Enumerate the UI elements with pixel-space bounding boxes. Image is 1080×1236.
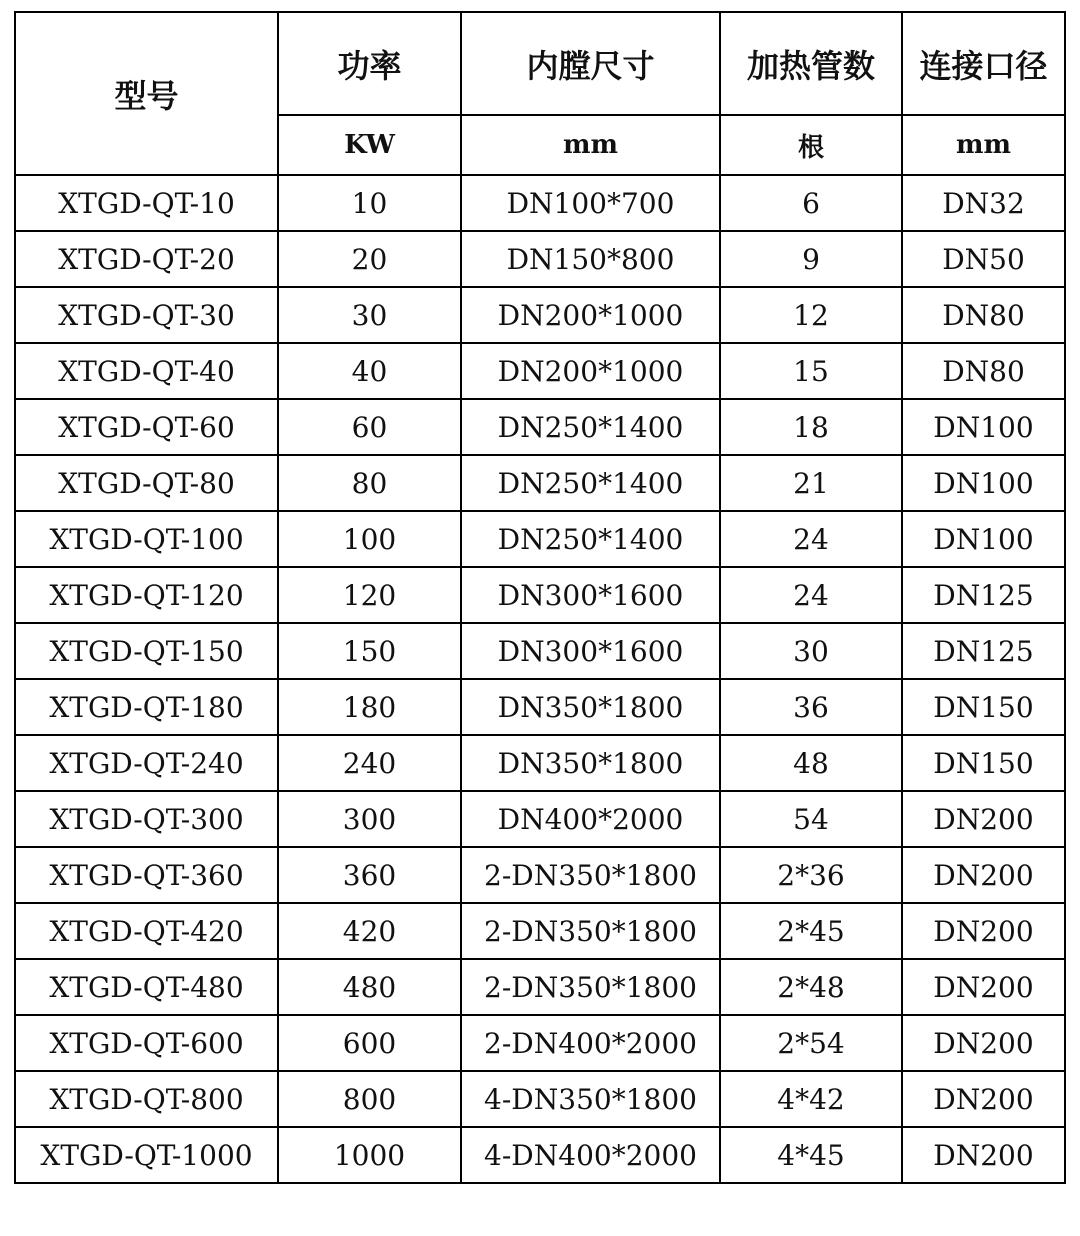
- header-heater-count: 加热管数: [720, 12, 902, 115]
- heater-count-cell: 18: [720, 399, 902, 455]
- port-diameter-cell: DN80: [902, 343, 1065, 399]
- table-row: [15, 399, 1065, 455]
- power-cell: 600: [278, 1015, 461, 1071]
- table-row: [15, 903, 1065, 959]
- power-cell: 60: [278, 399, 461, 455]
- header-model: 型号: [15, 12, 278, 175]
- model-cell: XTGD-QT-600: [15, 1015, 278, 1071]
- heater-count-cell: 2*54: [720, 1015, 902, 1071]
- table-row: [15, 231, 1065, 287]
- port-diameter-cell: DN200: [902, 1015, 1065, 1071]
- heater-count-cell: 36: [720, 679, 902, 735]
- model-cell: XTGD-QT-1000: [15, 1127, 278, 1183]
- unit-port-diameter: mm: [902, 115, 1065, 175]
- inner-size-cell: 4-DN400*2000: [461, 1127, 720, 1183]
- model-cell: XTGD-QT-80: [15, 455, 278, 511]
- power-cell: 150: [278, 623, 461, 679]
- heater-count-cell: 30: [720, 623, 902, 679]
- power-cell: 40: [278, 343, 461, 399]
- header-port-diameter: 连接口径: [902, 12, 1065, 115]
- table-row: [15, 567, 1065, 623]
- heater-count-cell: 24: [720, 511, 902, 567]
- port-diameter-cell: DN200: [902, 1071, 1065, 1127]
- port-diameter-cell: DN150: [902, 679, 1065, 735]
- heater-count-cell: 21: [720, 455, 902, 511]
- inner-size-cell: DN300*1600: [461, 623, 720, 679]
- power-cell: 80: [278, 455, 461, 511]
- model-cell: XTGD-QT-240: [15, 735, 278, 791]
- model-cell: XTGD-QT-120: [15, 567, 278, 623]
- port-diameter-cell: DN200: [902, 959, 1065, 1015]
- table-body: [15, 175, 1065, 1183]
- port-diameter-cell: DN200: [902, 847, 1065, 903]
- heater-count-cell: 24: [720, 567, 902, 623]
- power-cell: 480: [278, 959, 461, 1015]
- power-cell: 420: [278, 903, 461, 959]
- inner-size-cell: DN100*700: [461, 175, 720, 231]
- unit-inner-size: mm: [461, 115, 720, 175]
- model-cell: XTGD-QT-150: [15, 623, 278, 679]
- inner-size-cell: 2-DN350*1800: [461, 903, 720, 959]
- inner-size-cell: DN350*1800: [461, 679, 720, 735]
- inner-size-cell: DN250*1400: [461, 455, 720, 511]
- table-row: [15, 1127, 1065, 1183]
- inner-size-cell: DN350*1800: [461, 735, 720, 791]
- unit-heater-count: 根: [720, 115, 902, 175]
- inner-size-cell: DN300*1600: [461, 567, 720, 623]
- port-diameter-cell: DN125: [902, 567, 1065, 623]
- power-cell: 300: [278, 791, 461, 847]
- inner-size-cell: DN400*2000: [461, 791, 720, 847]
- inner-size-cell: DN250*1400: [461, 511, 720, 567]
- inner-size-cell: DN200*1000: [461, 287, 720, 343]
- power-cell: 10: [278, 175, 461, 231]
- table-row: [15, 623, 1065, 679]
- table-row: [15, 287, 1065, 343]
- table-row: [15, 455, 1065, 511]
- table-row: [15, 847, 1065, 903]
- table-row: [15, 1071, 1065, 1127]
- port-diameter-cell: DN125: [902, 623, 1065, 679]
- power-cell: 120: [278, 567, 461, 623]
- port-diameter-cell: DN100: [902, 399, 1065, 455]
- model-cell: XTGD-QT-20: [15, 231, 278, 287]
- heater-count-cell: 54: [720, 791, 902, 847]
- spec-table: [14, 11, 1066, 1184]
- port-diameter-cell: DN50: [902, 231, 1065, 287]
- port-diameter-cell: DN200: [902, 903, 1065, 959]
- port-diameter-cell: DN80: [902, 287, 1065, 343]
- inner-size-cell: 2-DN350*1800: [461, 959, 720, 1015]
- inner-size-cell: 2-DN400*2000: [461, 1015, 720, 1071]
- port-diameter-cell: DN200: [902, 1127, 1065, 1183]
- table-row: [15, 175, 1065, 231]
- inner-size-cell: 2-DN350*1800: [461, 847, 720, 903]
- table-row: [15, 343, 1065, 399]
- model-cell: XTGD-QT-180: [15, 679, 278, 735]
- heater-count-cell: 15: [720, 343, 902, 399]
- table-row: [15, 511, 1065, 567]
- table-row: [15, 679, 1065, 735]
- model-cell: XTGD-QT-420: [15, 903, 278, 959]
- inner-size-cell: DN200*1000: [461, 343, 720, 399]
- port-diameter-cell: DN200: [902, 791, 1065, 847]
- port-diameter-cell: DN100: [902, 511, 1065, 567]
- model-cell: XTGD-QT-800: [15, 1071, 278, 1127]
- power-cell: 100: [278, 511, 461, 567]
- heater-count-cell: 2*48: [720, 959, 902, 1015]
- heater-count-cell: 2*45: [720, 903, 902, 959]
- heater-count-cell: 48: [720, 735, 902, 791]
- power-cell: 800: [278, 1071, 461, 1127]
- power-cell: 240: [278, 735, 461, 791]
- power-cell: 360: [278, 847, 461, 903]
- heater-count-cell: 9: [720, 231, 902, 287]
- model-cell: XTGD-QT-40: [15, 343, 278, 399]
- port-diameter-cell: DN150: [902, 735, 1065, 791]
- inner-size-cell: DN250*1400: [461, 399, 720, 455]
- header-row: [15, 12, 1065, 115]
- model-cell: XTGD-QT-480: [15, 959, 278, 1015]
- heater-count-cell: 4*42: [720, 1071, 902, 1127]
- model-cell: XTGD-QT-100: [15, 511, 278, 567]
- heater-count-cell: 12: [720, 287, 902, 343]
- header-inner-size: 内膛尺寸: [461, 12, 720, 115]
- model-cell: XTGD-QT-60: [15, 399, 278, 455]
- header-power: 功率: [278, 12, 461, 115]
- power-cell: 180: [278, 679, 461, 735]
- model-cell: XTGD-QT-300: [15, 791, 278, 847]
- table-row: [15, 959, 1065, 1015]
- port-diameter-cell: DN32: [902, 175, 1065, 231]
- table-row: [15, 1015, 1065, 1071]
- power-cell: 1000: [278, 1127, 461, 1183]
- power-cell: 20: [278, 231, 461, 287]
- port-diameter-cell: DN100: [902, 455, 1065, 511]
- table-row: [15, 735, 1065, 791]
- heater-count-cell: 4*45: [720, 1127, 902, 1183]
- model-cell: XTGD-QT-30: [15, 287, 278, 343]
- heater-count-cell: 2*36: [720, 847, 902, 903]
- power-cell: 30: [278, 287, 461, 343]
- unit-power: KW: [278, 115, 461, 175]
- model-cell: XTGD-QT-10: [15, 175, 278, 231]
- model-cell: XTGD-QT-360: [15, 847, 278, 903]
- heater-count-cell: 6: [720, 175, 902, 231]
- table-row: [15, 791, 1065, 847]
- inner-size-cell: 4-DN350*1800: [461, 1071, 720, 1127]
- inner-size-cell: DN150*800: [461, 231, 720, 287]
